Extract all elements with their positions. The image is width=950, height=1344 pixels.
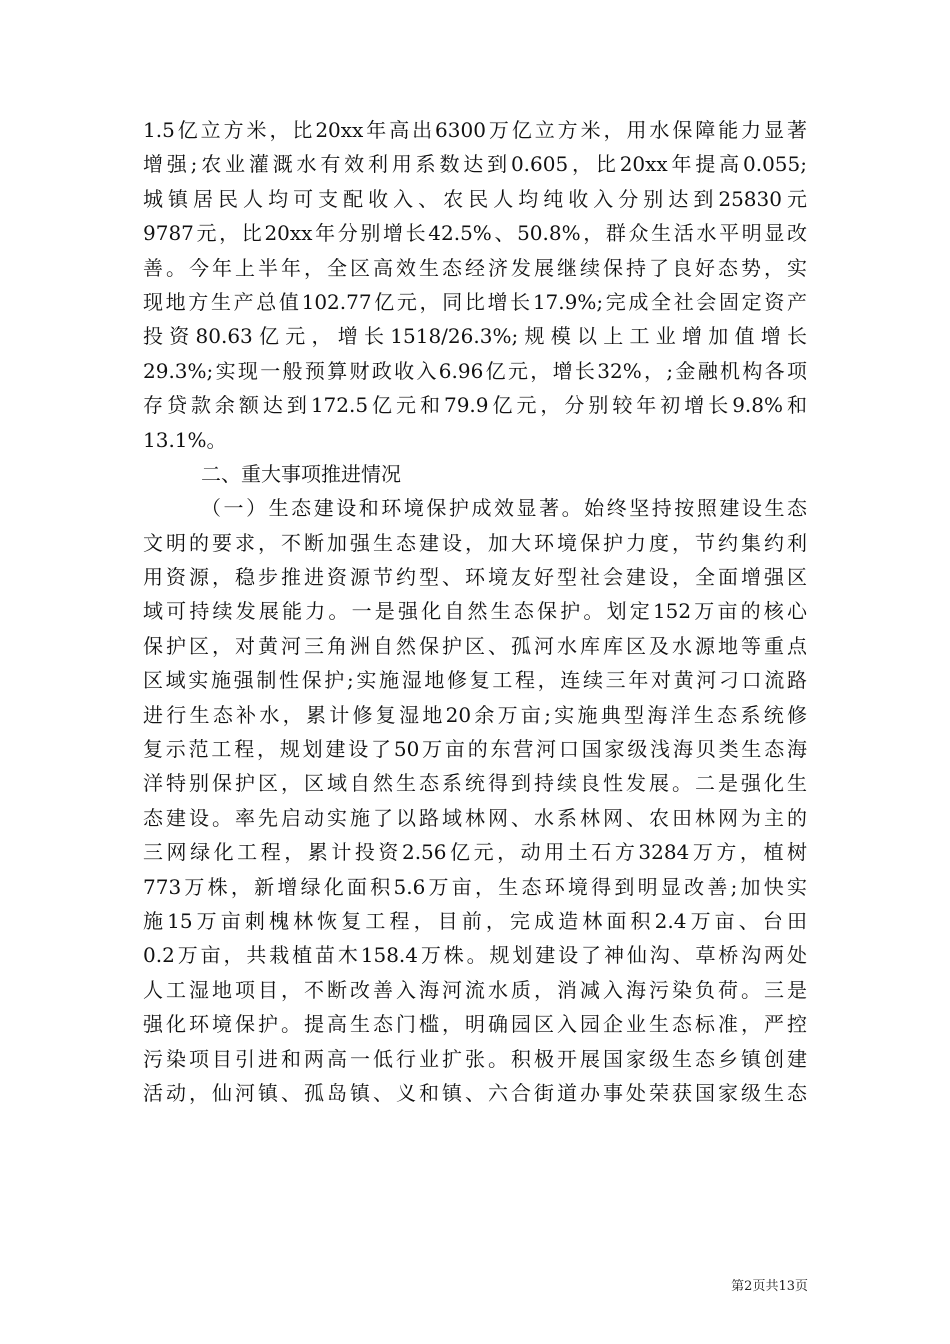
text-line: 用资源，稳步推进资源节约型、环境友好型社会建设，全面增强区: [143, 565, 807, 590]
text-line: 773万株，新增绿化面积5.6万亩，生态环境得到明显改善;加快实: [143, 874, 807, 899]
text-line: （一）生态建设和环境保护成效显著。始终坚持按照建设生态: [201, 496, 807, 521]
text-line: 区域实施强制性保护;实施湿地修复工程，连续三年对黄河刁口流路: [143, 668, 807, 693]
text-line: 进行生态补水，累计修复湿地20余万亩;实施典型海洋生态系统修: [143, 702, 807, 727]
text-line: 13.1%。: [143, 427, 227, 452]
text-line: 存贷款余额达到172.5亿元和79.9亿元，分别较年初增长9.8%和: [143, 393, 807, 418]
text-line: 域可持续发展能力。一是强化自然生态保护。划定152万亩的核心: [143, 599, 807, 624]
text-line: 现地方生产总值102.77亿元，同比增长17.9%;完成全社会固定资产: [143, 289, 807, 314]
text-line: 29.3%;实现一般预算财政收入6.96亿元，增长32%，;金融机构各项: [143, 358, 807, 383]
text-line: 增强;农业灌溉水有效利用系数达到0.605，比20xx年提高0.055;: [143, 152, 807, 177]
document-body: [143, 113, 807, 1110]
text-line: 人工湿地项目，不断改善入海河流水质，消减入海污染负荷。三是: [143, 977, 807, 1002]
paragraph-1: [143, 113, 807, 457]
text-line: 文明的要求，不断加强生态建设，加大环境保护力度，节约集约利: [143, 530, 807, 555]
text-line: 善。今年上半年，全区高效生态经济发展继续保持了良好态势，实: [143, 255, 807, 280]
text-line: 0.2万亩，共栽植苗木158.4万株。规划建设了神仙沟、草桥沟两处: [143, 943, 807, 968]
text-line: 施15万亩刺槐林恢复工程，目前，完成造林面积2.4万亩、台田: [143, 908, 807, 933]
text-line: 城镇居民人均可支配收入、农民人均纯收入分别达到25830元: [143, 186, 807, 211]
page-number: 第2页共13页: [731, 1279, 808, 1294]
text-line: 三网绿化工程，累计投资2.56亿元，动用土石方3284万方，植树: [143, 840, 807, 865]
text-line: 9787元，比20xx年分别增长42.5%、50.8%，群众生活水平明显改: [143, 221, 807, 246]
text-line: 态建设。率先启动实施了以路域林网、水系林网、农田林网为主的: [143, 805, 807, 830]
text-line: 投资80.63亿元，增长1518/26.3%;规模以上工业增加值增长: [143, 324, 807, 349]
text-line: 强化环境保护。提高生态门槛，明确园区入园企业生态标准，严控: [143, 1012, 807, 1037]
text-line: 污染项目引进和两高一低行业扩张。积极开展国家级生态乡镇创建: [143, 1046, 807, 1071]
text-line: 1.5亿立方米，比20xx年高出6300万亿立方米，用水保障能力显著: [143, 118, 807, 142]
text-line: 复示范工程，规划建设了50万亩的东营河口国家级浅海贝类生态海: [143, 737, 807, 762]
text-line: 活动，仙河镇、孤岛镇、义和镇、六合街道办事处荣获国家级生态: [143, 1080, 807, 1105]
section-heading: 二、重大事项推进情况: [201, 461, 401, 486]
text-line: 保护区，对黄河三角洲自然保护区、孤河水库库区及水源地等重点: [143, 633, 807, 658]
paragraph-2: [143, 491, 807, 1110]
text-line: 洋特别保护区，区域自然生态系统得到持续良性发展。二是强化生: [143, 771, 807, 796]
